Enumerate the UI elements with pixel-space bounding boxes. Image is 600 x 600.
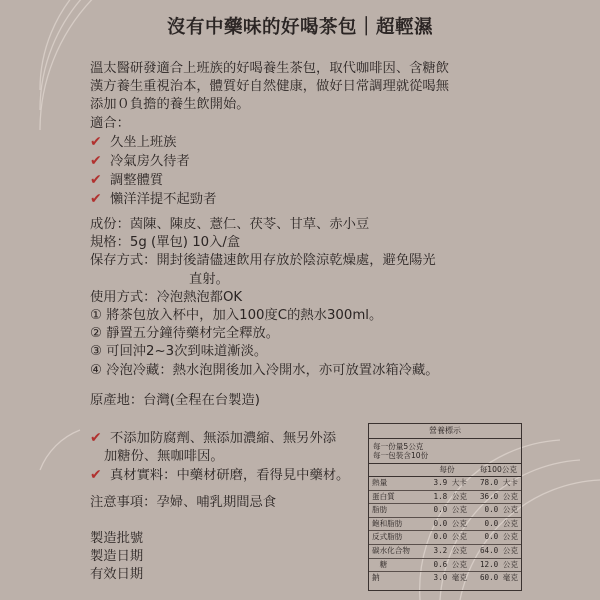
- nutrition-per-serving: 0.6 公克: [433, 559, 467, 569]
- nutrition-row: [369, 572, 521, 585]
- check-icon: ✔: [90, 153, 102, 170]
- claim-item: ✔ 不添加防腐劑、無添加濃縮、無另外添: [90, 430, 337, 446]
- nutrition-row: [369, 531, 521, 545]
- origin-text: 原產地：台灣(全程在台製造): [90, 393, 260, 408]
- nutrition-row: [369, 504, 521, 518]
- caution: [90, 494, 276, 512]
- nutrition-per-serving: 1.8 公克: [433, 491, 467, 501]
- nutrition-name: 熱量: [372, 478, 388, 487]
- nutrition-per-100g: 0.0 公克: [484, 518, 518, 528]
- serving-size: 每一份量5公克: [373, 442, 424, 451]
- nutrition-serving: [369, 439, 521, 464]
- nutrition-per-serving: 3.0 毫克: [433, 573, 467, 583]
- nutrition-per-100g: 0.0 公克: [484, 505, 518, 515]
- intro-text: [90, 60, 449, 210]
- intro-line: 漢方養生重視治本，體質好自然健康，做好日常調理就從喝無: [90, 79, 450, 95]
- col-per-serving: 每份: [439, 465, 455, 474]
- claim-cont: 加糖份、無咖啡因。: [104, 449, 224, 465]
- batch-line: 製造批號: [90, 531, 144, 546]
- batch-line: 有效日期: [90, 567, 144, 583]
- check-icon: ✔: [90, 172, 102, 189]
- product-info: [90, 216, 439, 380]
- nutrition-per-serving: 3.2 公克: [433, 545, 467, 555]
- claim-item: ✔ 真材實料：中藥材研磨，看得見中藥材。: [90, 467, 350, 484]
- servings-per-pack: 每一包裝含10份: [373, 451, 429, 460]
- usage-step: ② 靜置五分鐘待藥材完全釋放。: [90, 326, 280, 342]
- usage-step: ④ 冷泡冷藏：熱水泡開後加入冷開水，亦可放置冰箱冷藏。: [90, 362, 439, 378]
- nutrition-per-serving: 0.0 公克: [433, 532, 467, 542]
- nutrition-per-100g: 60.0 毫克: [479, 573, 518, 583]
- suitable-item: ✔ 久坐上班族: [90, 133, 177, 150]
- usage-label: 使用方式：冷泡熱泡都OK: [90, 289, 243, 305]
- ingredients: 成份：茵陳、陳皮、薏仁、茯苓、甘草、赤小豆: [90, 217, 370, 232]
- intro-line: 溫太醫研發適合上班族的好喝養生茶包，取代咖啡因、含糖飲: [90, 61, 450, 76]
- nutrition-per-100g: 78.0 大卡: [479, 478, 518, 487]
- intro-line: 添加０負擔的養生飲開始。: [90, 97, 250, 113]
- caution-text: 注意事項：孕婦、哺乳期間忌食: [90, 495, 277, 510]
- nutrition-name: 飽和脂肪: [372, 518, 403, 528]
- nutrition-name: 糖: [372, 559, 388, 569]
- nutrition-per-serving: 3.9 大卡: [433, 478, 467, 487]
- suitable-item: ✔ 冷氣房久待者: [90, 153, 190, 170]
- claims: [90, 429, 349, 486]
- page-title: 沒有中藥味的好喝茶包｜超輕濕: [166, 17, 433, 38]
- nutrition-name: 脂肪: [372, 505, 388, 515]
- nutrition-row: [369, 545, 521, 559]
- nutrition-table: [368, 423, 522, 591]
- origin: [90, 392, 260, 410]
- check-icon: ✔: [90, 467, 102, 484]
- suitable-item: ✔ 調整體質: [90, 172, 164, 189]
- storage-cont: 直射。: [189, 271, 229, 287]
- batch-line: 製造日期: [90, 549, 144, 565]
- suitable-item: ✔ 懶洋洋提不起勁者: [90, 191, 217, 208]
- nutrition-rows: [369, 477, 521, 585]
- nutrition-name: 反式脂肪: [372, 532, 403, 542]
- check-icon: ✔: [90, 191, 102, 208]
- nutrition-per-100g: 64.0 公克: [479, 545, 518, 555]
- nutrition-title: 營養標示: [369, 424, 521, 439]
- suitable-label: 適合：: [90, 115, 130, 131]
- nutrition-per-100g: 0.0 公克: [484, 532, 518, 542]
- col-per-100g: 每100公克: [479, 465, 517, 474]
- nutrition-per-serving: 0.0 公克: [433, 518, 467, 528]
- usage-step: ③ 可回沖2~3次到味道漸淡。: [90, 344, 268, 360]
- storage: 保存方式：開封後請儘速飲用存放於陰涼乾燥處，避免陽光: [90, 253, 436, 269]
- nutrition-row: [369, 518, 521, 532]
- nutrition-name: 蛋白質: [372, 491, 395, 501]
- check-icon: ✔: [90, 430, 102, 446]
- check-icon: ✔: [90, 133, 102, 150]
- nutrition-header: [369, 464, 521, 477]
- nutrition-per-100g: 12.0 公克: [479, 559, 518, 569]
- nutrition-row: [369, 477, 521, 491]
- nutrition-row: [369, 559, 521, 573]
- nutrition-name: 鈉: [372, 573, 380, 583]
- spec: 規格：5g (單包) 10入/盒: [90, 235, 241, 251]
- nutrition-name: 碳水化合物: [372, 545, 410, 555]
- usage-step: ① 將茶包放入杯中，加入100度C的熱水300ml。: [90, 308, 383, 324]
- batch-info: [90, 530, 143, 585]
- nutrition-per-serving: 0.0 公克: [433, 505, 467, 515]
- nutrition-row: [369, 491, 521, 505]
- nutrition-per-100g: 36.0 公克: [479, 491, 518, 501]
